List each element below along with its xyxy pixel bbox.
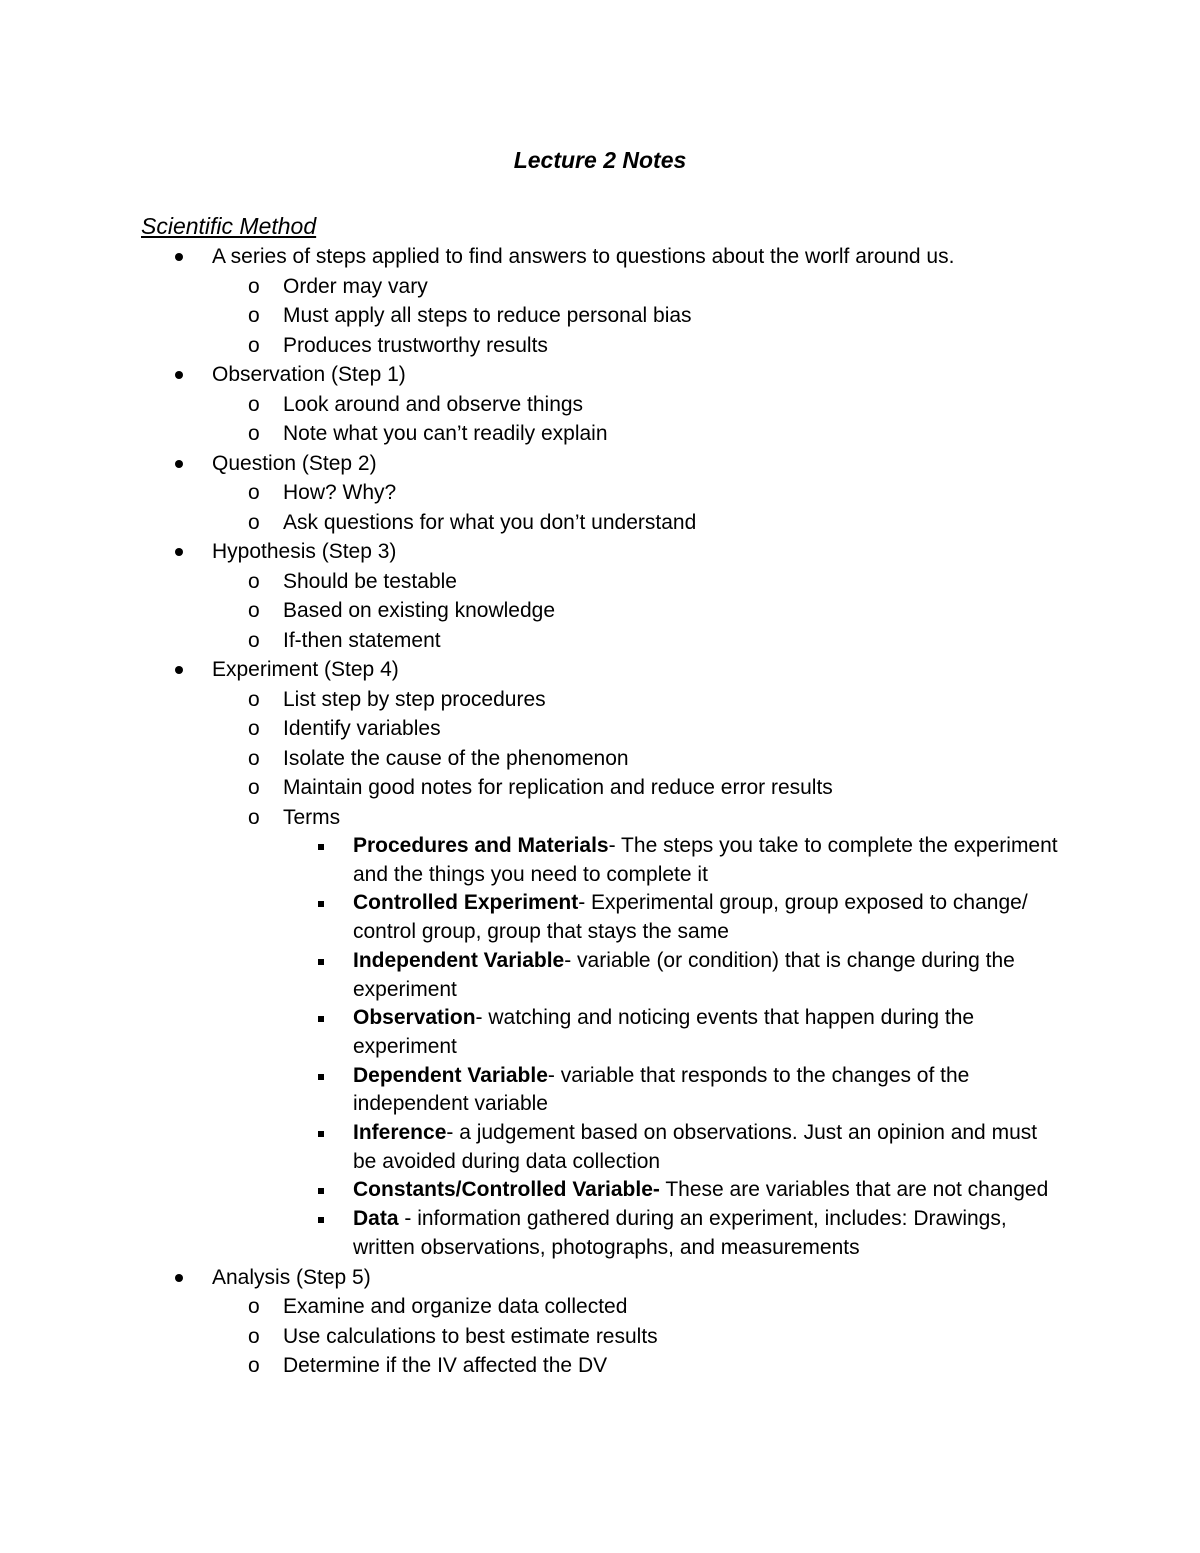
term-name: Inference xyxy=(353,1121,447,1145)
square-marker-icon xyxy=(318,1119,324,1148)
term-item xyxy=(0,1205,1200,1262)
term-definition: These are variables that are not changed xyxy=(659,1178,1049,1202)
bullet-text: Observation (Step 1) xyxy=(212,363,406,386)
circle-marker-icon: o xyxy=(248,569,260,593)
sub-item-text: Maintain good notes for replication and reduce error results xyxy=(283,776,833,799)
circle-marker-icon: o xyxy=(248,717,260,740)
term-item xyxy=(0,832,1200,889)
bullet-item xyxy=(0,1263,1200,1293)
bullet-text: Hypothesis (Step 3) xyxy=(212,540,397,563)
circle-marker-icon: o xyxy=(248,392,260,416)
sub-item-text: Terms xyxy=(283,805,341,829)
sub-item-text: Order may vary xyxy=(283,274,428,298)
bullet-marker-icon xyxy=(175,449,183,479)
sub-item xyxy=(0,596,1200,626)
bullet-marker-icon xyxy=(175,655,183,685)
outline-list xyxy=(0,242,1200,1381)
circle-marker-icon: o xyxy=(248,274,260,298)
sub-item xyxy=(0,714,1200,744)
sub-item-text: Note what you can’t readily explain xyxy=(283,422,608,445)
circle-marker-icon: o xyxy=(248,599,260,622)
sub-item-text: List step by step procedures xyxy=(283,687,546,711)
sub-item-text: Produces trustworthy results xyxy=(283,333,548,357)
sub-item-text: Ask questions for what you don’t understand xyxy=(283,510,697,534)
term-definition: - Experimental group, group exposed to change/ control group, group that stays the same xyxy=(353,891,1028,944)
term-definition: - variable that responds to the changes of the independent variable xyxy=(353,1063,970,1116)
circle-marker-icon: o xyxy=(248,746,260,770)
circle-marker-icon: o xyxy=(248,628,260,652)
sub-item xyxy=(0,1292,1200,1322)
sub-item xyxy=(0,803,1200,833)
circle-marker-icon: o xyxy=(248,687,260,711)
sub-item-text: If-then statement xyxy=(283,628,441,652)
bullet-item xyxy=(0,449,1200,479)
sub-item-text: Examine and organize data collected xyxy=(283,1295,628,1319)
term-name: Controlled Experiment xyxy=(353,891,579,915)
sub-item xyxy=(0,567,1200,597)
term-name: Constants/Controlled Variable- xyxy=(353,1178,660,1202)
page-title: Lecture 2 Notes xyxy=(513,147,687,173)
term-item xyxy=(0,889,1200,946)
circle-marker-icon: o xyxy=(248,481,260,504)
sub-item xyxy=(0,1322,1200,1352)
sub-item-text: Based on existing knowledge xyxy=(283,599,556,622)
sub-item-text: Isolate the cause of the phenomenon xyxy=(283,746,629,770)
bullet-item xyxy=(0,242,1200,272)
bullet-text: Experiment (Step 4) xyxy=(212,658,399,681)
bullet-text: Question (Step 2) xyxy=(212,451,377,475)
sub-item xyxy=(0,626,1200,656)
bullet-marker-icon xyxy=(175,242,183,272)
sub-item-text: Look around and observe things xyxy=(283,392,584,416)
square-marker-icon xyxy=(318,832,324,861)
sub-item-text: Use calculations to best estimate results xyxy=(283,1324,658,1348)
sub-item xyxy=(0,508,1200,538)
circle-marker-icon: o xyxy=(248,1295,260,1319)
bullet-marker-icon xyxy=(175,537,183,567)
square-marker-icon xyxy=(318,1062,324,1091)
bullet-item xyxy=(0,360,1200,390)
sub-item xyxy=(0,773,1200,803)
sub-item xyxy=(0,301,1200,331)
square-marker-icon xyxy=(318,1176,324,1205)
term-definition: - watching and noticing events that happen during the experiment xyxy=(353,1006,975,1058)
term-definition: - variable (or condition) that is change during the experiment xyxy=(353,948,1015,1001)
sub-item xyxy=(0,390,1200,420)
term-item xyxy=(0,1062,1200,1119)
bullet-item xyxy=(0,537,1200,567)
circle-marker-icon: o xyxy=(248,304,260,327)
term-item xyxy=(0,1176,1200,1205)
square-marker-icon xyxy=(318,1004,324,1033)
square-marker-icon xyxy=(318,889,324,918)
circle-marker-icon: o xyxy=(248,805,260,829)
term-definition: - The steps you take to complete the experiment and the things you need to complete it xyxy=(353,834,1058,886)
term-name: Procedures and Materials xyxy=(353,834,609,857)
circle-marker-icon: o xyxy=(248,422,260,445)
sub-item xyxy=(0,1351,1200,1381)
circle-marker-icon: o xyxy=(248,776,260,799)
sub-item-text: Should be testable xyxy=(283,569,457,593)
square-marker-icon xyxy=(318,1205,324,1234)
sub-item-text: How? Why? xyxy=(283,481,397,504)
sub-item xyxy=(0,744,1200,774)
term-definition: - information gathered during an experiment, includes: Drawings, written observations, photographs, and measurements xyxy=(353,1207,1007,1259)
bullet-marker-icon xyxy=(175,1263,183,1293)
bullet-marker-icon xyxy=(175,360,183,390)
term-name: Data xyxy=(353,1207,399,1231)
term-item xyxy=(0,1004,1200,1061)
term-name: Dependent Variable xyxy=(353,1063,548,1087)
sub-item xyxy=(0,419,1200,449)
circle-marker-icon: o xyxy=(248,333,260,357)
term-name: Observation xyxy=(353,1006,476,1030)
section-heading: Scientific Method xyxy=(141,213,317,239)
circle-marker-icon: o xyxy=(248,510,260,534)
bullet-item xyxy=(0,655,1200,685)
bullet-text: Analysis (Step 5) xyxy=(212,1265,371,1289)
sub-item xyxy=(0,685,1200,715)
sub-item xyxy=(0,331,1200,361)
term-definition: - a judgement based on observations. Just an opinion and must be avoided during data collection xyxy=(353,1121,1038,1173)
sub-item xyxy=(0,478,1200,508)
bullet-text: A series of steps applied to find answers to questions about the worlf around us. xyxy=(212,245,955,268)
square-marker-icon xyxy=(318,947,324,976)
sub-item-text: Must apply all steps to reduce personal bias xyxy=(283,304,692,327)
sub-item xyxy=(0,272,1200,302)
circle-marker-icon: o xyxy=(248,1354,260,1378)
sub-item-text: Identify variables xyxy=(283,717,441,740)
term-item xyxy=(0,947,1200,1004)
circle-marker-icon: o xyxy=(248,1324,260,1348)
term-item xyxy=(0,1119,1200,1176)
term-name: Independent Variable xyxy=(353,948,565,972)
sub-item-text: Determine if the IV affected the DV xyxy=(283,1354,608,1378)
